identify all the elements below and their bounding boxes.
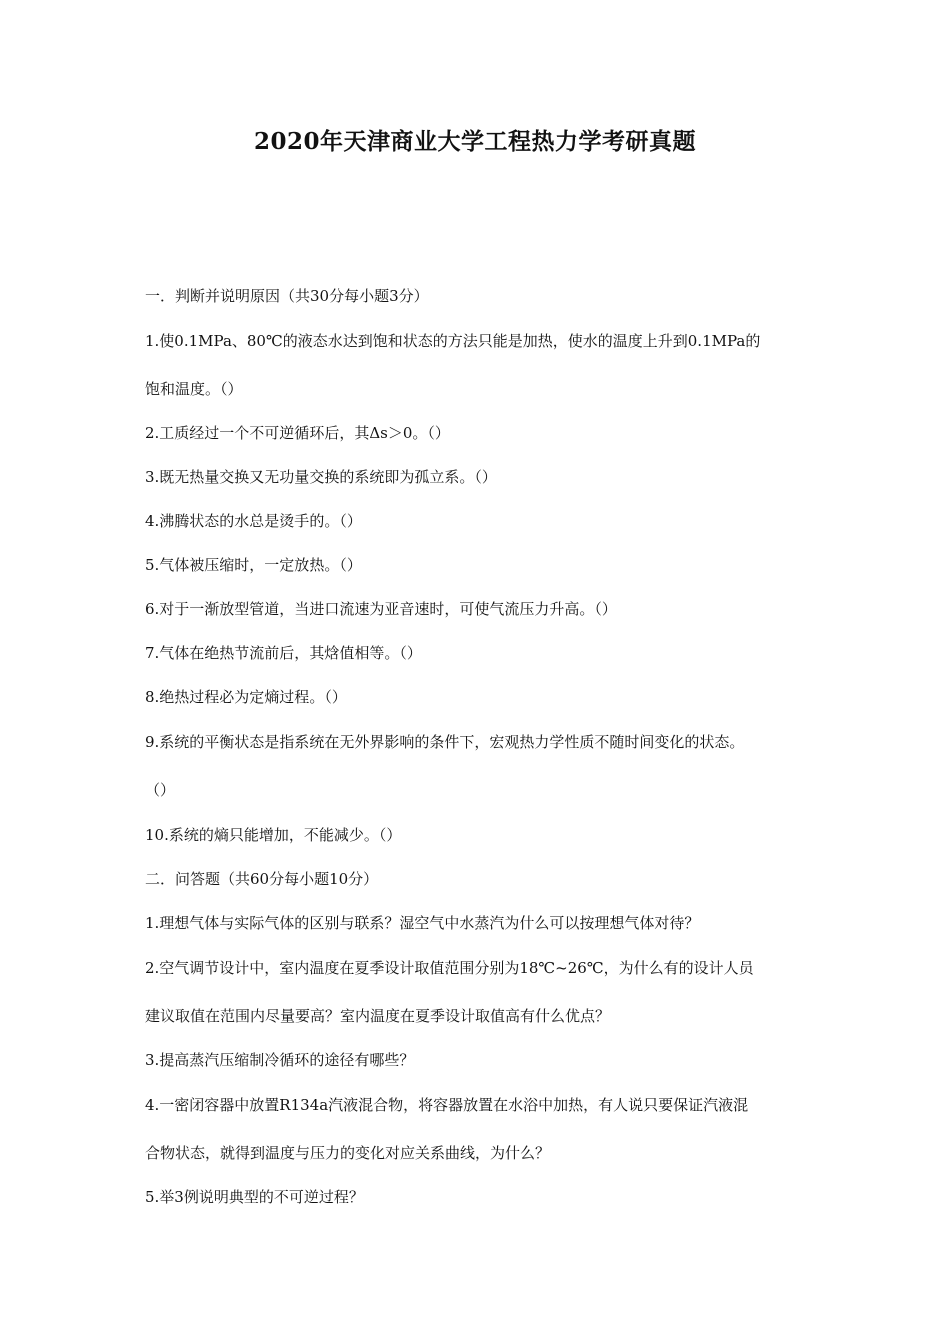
question-line: 10.系统的熵只能增加，不能减少。（） — [145, 826, 402, 844]
question-line: 5.气体被压缩时，一定放热。（） — [145, 556, 362, 574]
question-line: 6.对于一渐放型管道，当进口流速为亚音速时，可使气流压力升高。（） — [145, 600, 617, 618]
question-line: 9.系统的平衡状态是指系统在无外界影响的条件下，宏观热力学性质不随时间变化的状态。 — [145, 733, 745, 751]
question-line: 2.工质经过一个不可逆循环后，其Δs＞0。（） — [145, 424, 450, 442]
question-line: 4.一密闭容器中放置R134a汽液混合物，将容器放置在水浴中加热，有人说只要保证汽液混 — [145, 1096, 749, 1114]
question-line: 建议取值在范围内尽量要高？室内温度在夏季设计取值高有什么优点？ — [145, 1007, 611, 1025]
question-line: 3.既无热量交换又无功量交换的系统即为孤立系。（） — [145, 468, 497, 486]
question-line: 3.提高蒸汽压缩制冷循环的途径有哪些？ — [145, 1051, 415, 1069]
question-line: 8.绝热过程必为定熵过程。（） — [145, 688, 347, 706]
question-line: 合物状态，就得到温度与压力的变化对应关系曲线，为什么？ — [145, 1144, 551, 1162]
question-line: 4.沸腾状态的水总是烫手的。（） — [145, 512, 362, 530]
question-line: 1.理想气体与实际气体的区别与联系？湿空气中水蒸汽为什么可以按理想气体对待？ — [145, 914, 700, 932]
question-line: 7.气体在绝热节流前后，其焓值相等。（） — [145, 644, 422, 662]
section-1-heading: 一．判断并说明原因（共30分每小题3分） — [145, 287, 429, 305]
question-line: 饱和温度。（） — [145, 380, 243, 398]
question-line: 1.使0.1MPa、80℃的液态水达到饱和状态的方法只能是加热，使水的温度上升到0.1MPa的 — [145, 332, 761, 350]
document-title: 2020年天津商业大学工程热力学考研真题 — [253, 128, 696, 155]
question-line: （） — [145, 781, 176, 799]
section-2-heading: 二．问答题（共60分每小题10分） — [145, 870, 379, 888]
question-line: 2.空气调节设计中，室内温度在夏季设计取值范围分别为18℃~26℃，为什么有的设计人员 — [145, 959, 754, 977]
question-line: 5.举3例说明典型的不可逆过程？ — [145, 1188, 364, 1206]
